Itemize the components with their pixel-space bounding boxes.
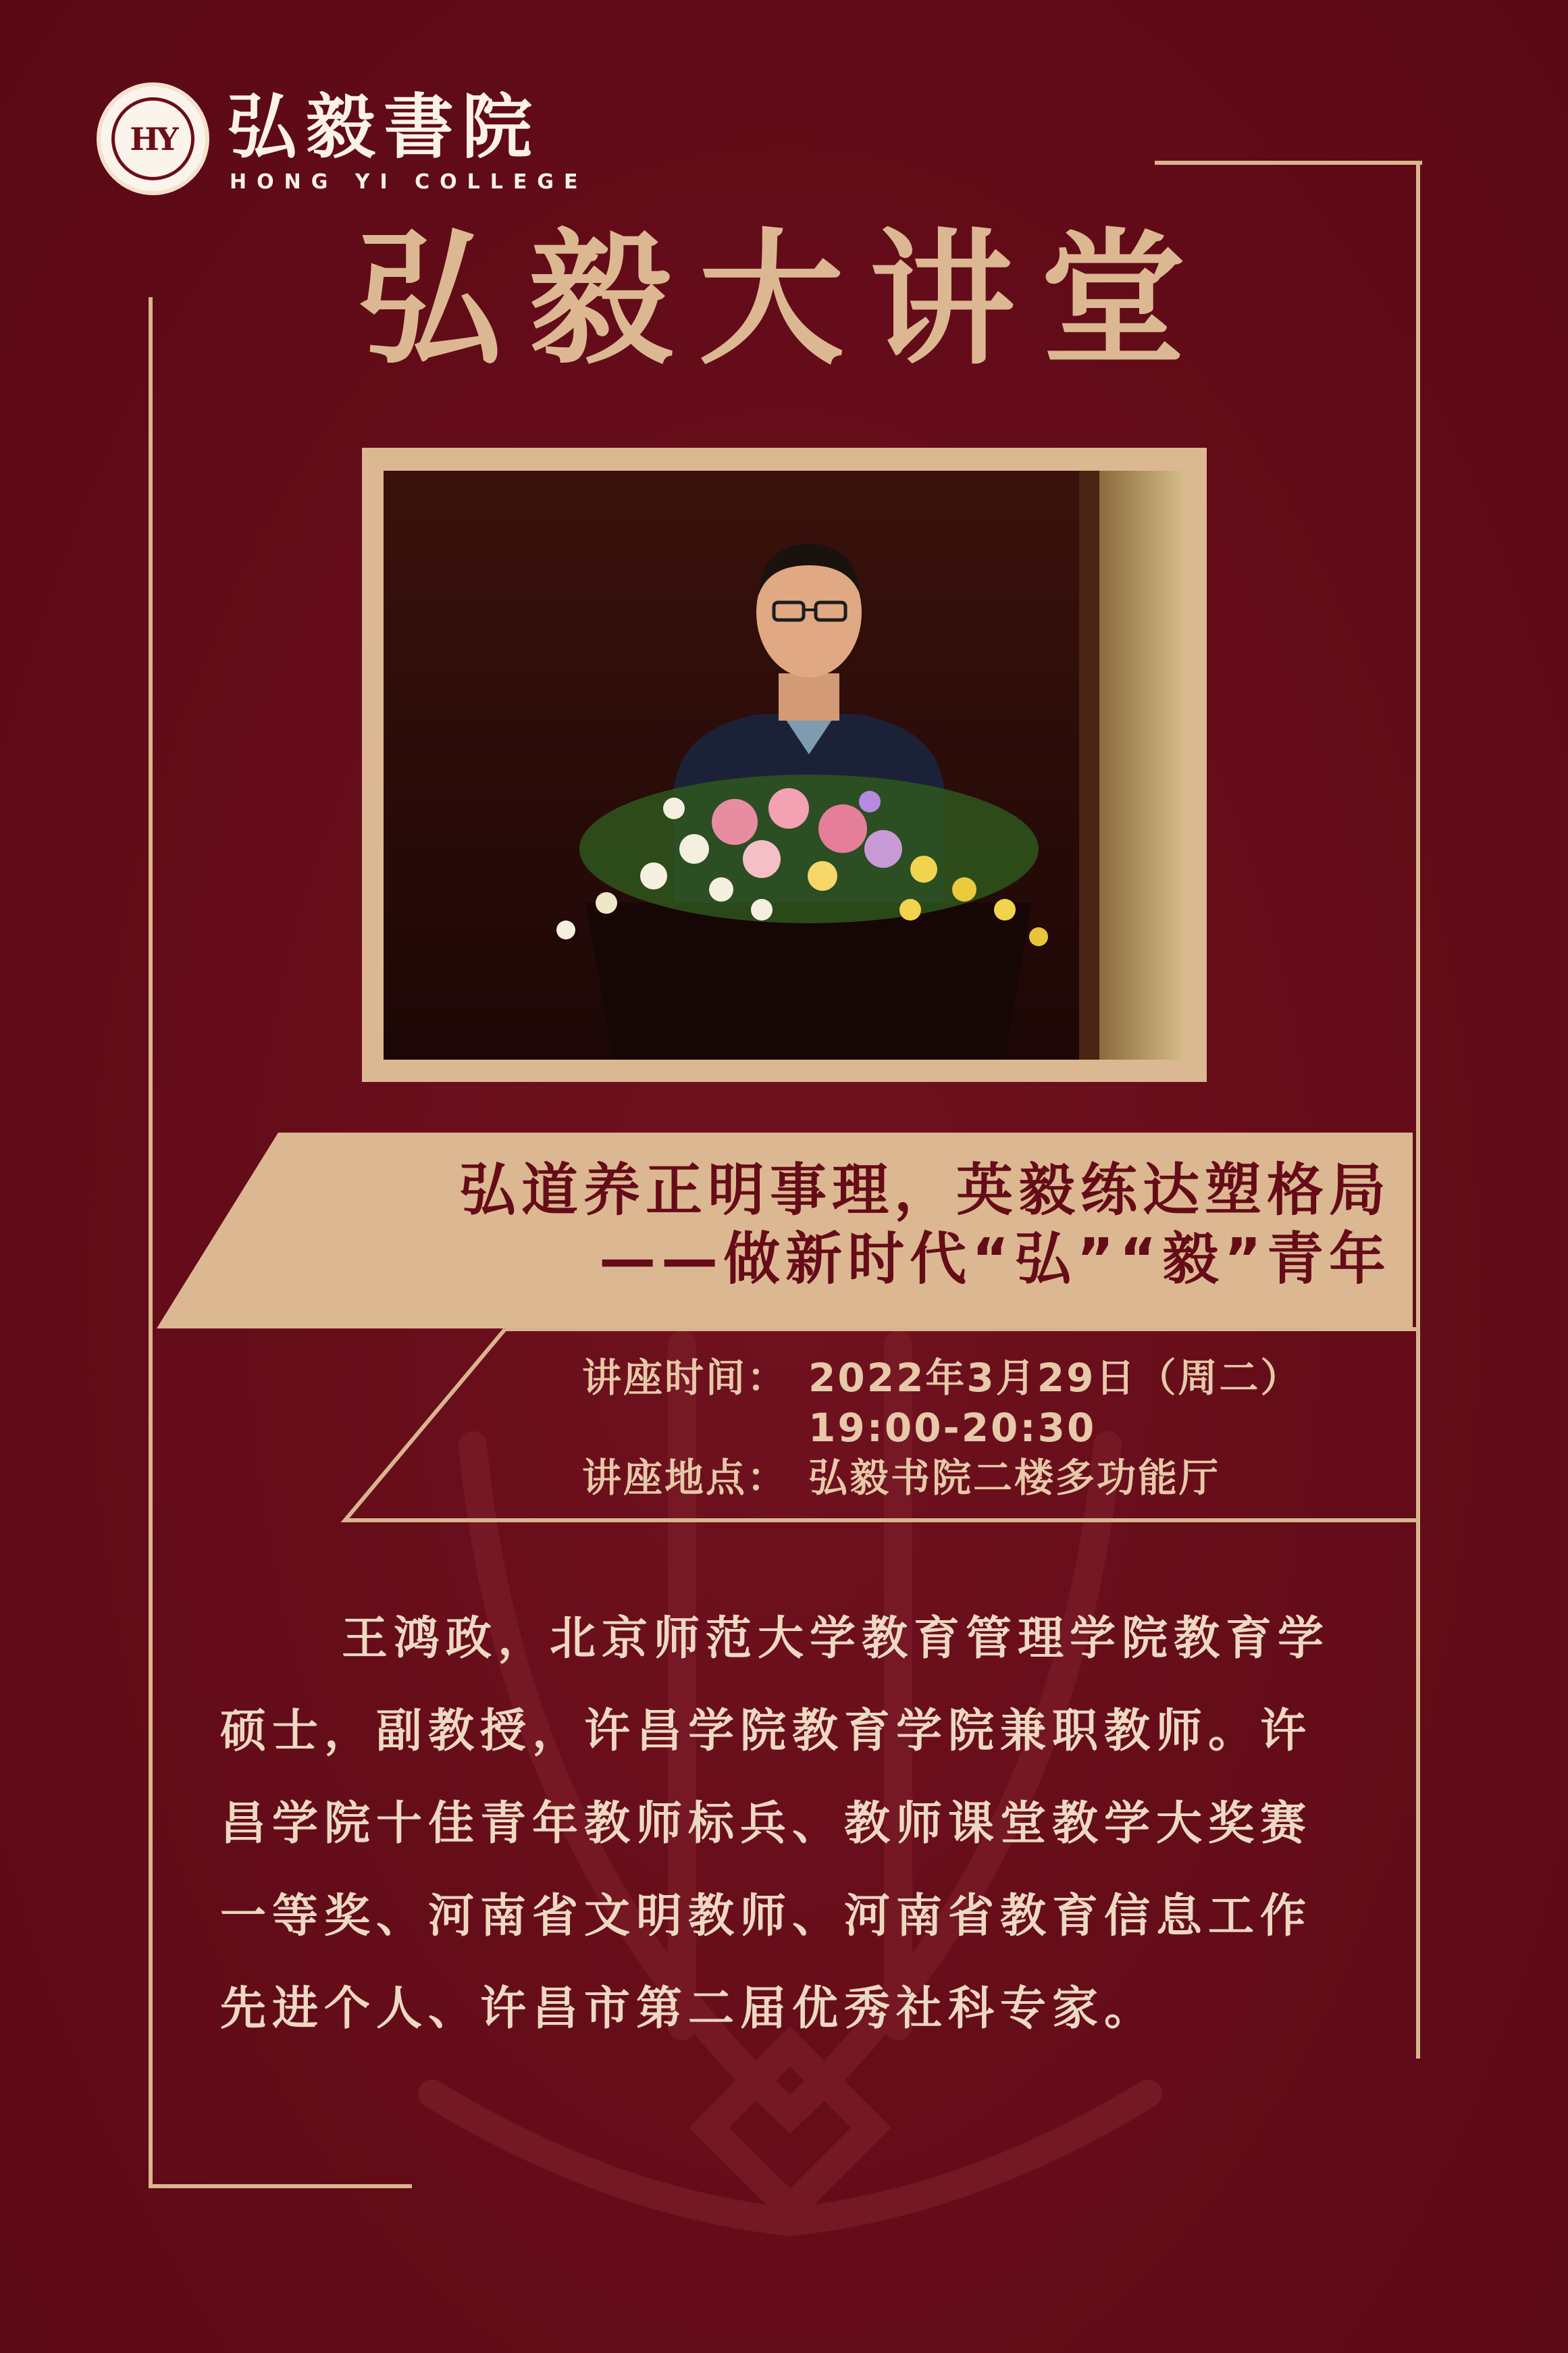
lecture-time-range-row bbox=[582, 1403, 1302, 1453]
lecture-place-row bbox=[582, 1453, 1302, 1503]
subtitle-text bbox=[257, 1159, 1391, 1291]
frame-line-top bbox=[1155, 161, 1422, 165]
subtitle-line-2: ——做新时代“弘”“毅”青年 bbox=[599, 1226, 1391, 1293]
speaker-photo bbox=[384, 471, 1185, 1060]
frame-line-bottom bbox=[149, 2184, 412, 2188]
frame-line-left bbox=[149, 297, 153, 2188]
college-name-cn: 弘毅書院 bbox=[227, 85, 541, 168]
lecture-time-label: 讲座时间： bbox=[582, 1355, 789, 1401]
lecture-time-range: 19:00-20:30 bbox=[808, 1405, 1097, 1451]
frame-line-right bbox=[1416, 161, 1420, 2059]
lecture-place-label: 讲座地点： bbox=[582, 1455, 789, 1501]
page-title: 弘毅大讲堂 bbox=[357, 215, 1211, 384]
lecture-place-value: 弘毅书院二楼多功能厅 bbox=[808, 1455, 1221, 1501]
lecture-time-row bbox=[582, 1353, 1302, 1403]
lecture-time-value: 2022年3月29日（周二） bbox=[808, 1355, 1302, 1401]
college-seal-logo bbox=[97, 82, 209, 195]
speaker-bio: 王鸿政，北京师范大学教育管理学院教育学硕士，副教授，许昌学院教育学院兼职教师。许昌学院十佳青年教师标兵、教师课堂教学大奖赛一等奖、河南省文明教师、河南省教育信息工作先进个人、许昌市第二届优秀社科专家。 bbox=[220, 1611, 1330, 2036]
subtitle-line-1: 弘道养正明事理，英毅练达塑格局 bbox=[459, 1157, 1391, 1223]
college-name-en: HONG YI COLLEGE bbox=[230, 170, 588, 194]
lecture-info bbox=[582, 1353, 1302, 1503]
seal-monogram: HY bbox=[130, 120, 176, 157]
